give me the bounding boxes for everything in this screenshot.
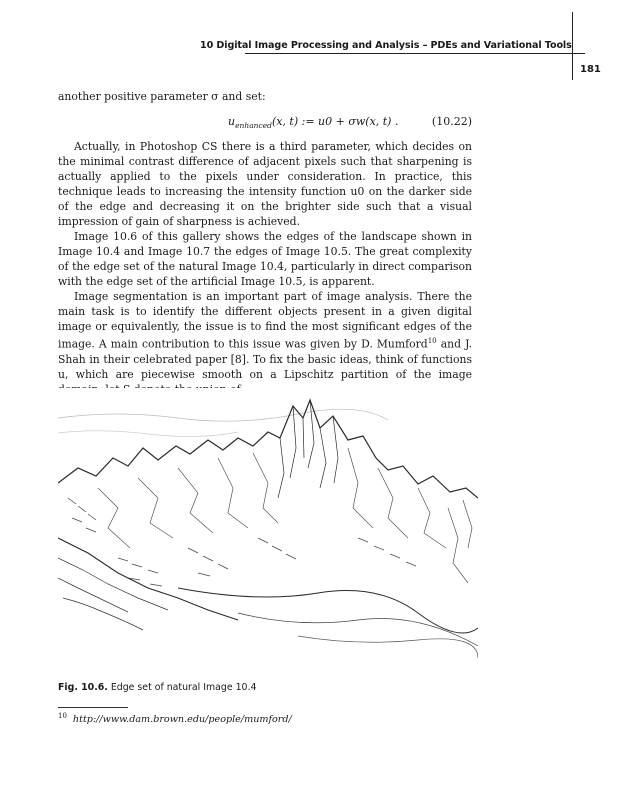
equation-rhs: (x, t) := u0 + σw(x, t) . [271, 115, 399, 128]
equation-number: (10.22) [431, 115, 472, 128]
footnote-ref[interactable]: 10 [427, 337, 437, 345]
header-rule [245, 53, 585, 54]
paragraph-segmentation-part2: and J. Shah in their celebrated paper [8]. To fix the basic ideas, think of functions u, which are piecewise smooth on a Lipschitz partition of the image [58, 337, 472, 381]
figure-caption-text: Edge set of natural Image 10.4 [107, 682, 257, 693]
equation-10-22 [58, 115, 472, 131]
footnote-number: 10 [58, 712, 67, 720]
figure-caption-label: Fig. 10.6. [58, 682, 108, 693]
page-number: 181 [580, 64, 601, 75]
header-vertical-rule [572, 12, 573, 80]
equation-lhs: u [228, 115, 236, 128]
paragraph-photoshop: Actually, in Photoshop CS there is a third parameter, which decides on the minimal contrast difference of adjacent pixels such that sharpening is actually applied to the pixels under consideration. In practice, this technique leads to increasing the intensity function u0 on the darker side of the edge and decreasing it on the brighter side such that a visual impression of gain of sharpness is achieved. [58, 140, 472, 228]
paragraph-gallery: Image 10.6 of this gallery shows the edges of the landscape shown in Image 10.4 and Image 10.7 the edges of Image 10.5. The great complexity of the edge set of the natural Image 10.4, particularly in direct comparison with the edge set of the artificial Image 10.5, is apparent. [58, 230, 472, 288]
footnote-url[interactable]: http://www.dam.brown.edu/people/mumford/ [72, 714, 292, 726]
figure-caption [58, 682, 256, 693]
equation-formula [228, 115, 398, 130]
equation-lhs-subscript: enhanced [235, 121, 272, 131]
footnote-rule [58, 707, 128, 708]
paragraph-segmentation [58, 289, 472, 397]
body-text [58, 139, 472, 397]
intro-text [58, 89, 472, 104]
edge-set-figure [58, 388, 478, 668]
footnote [58, 712, 292, 725]
paragraph-segmentation-part1: Image segmentation is an important part of image analysis. There the main task is to identify the different objects present in a given digital image or equivalently, the issue is to find the most significant edges of the image. A main contribution to this issue was given by D. Mumford [58, 290, 472, 351]
running-title: 10 Digital Image Processing and Analysis – PDEs and Variational Tools [200, 40, 572, 51]
intro-line: another positive parameter σ and set: [58, 90, 266, 103]
